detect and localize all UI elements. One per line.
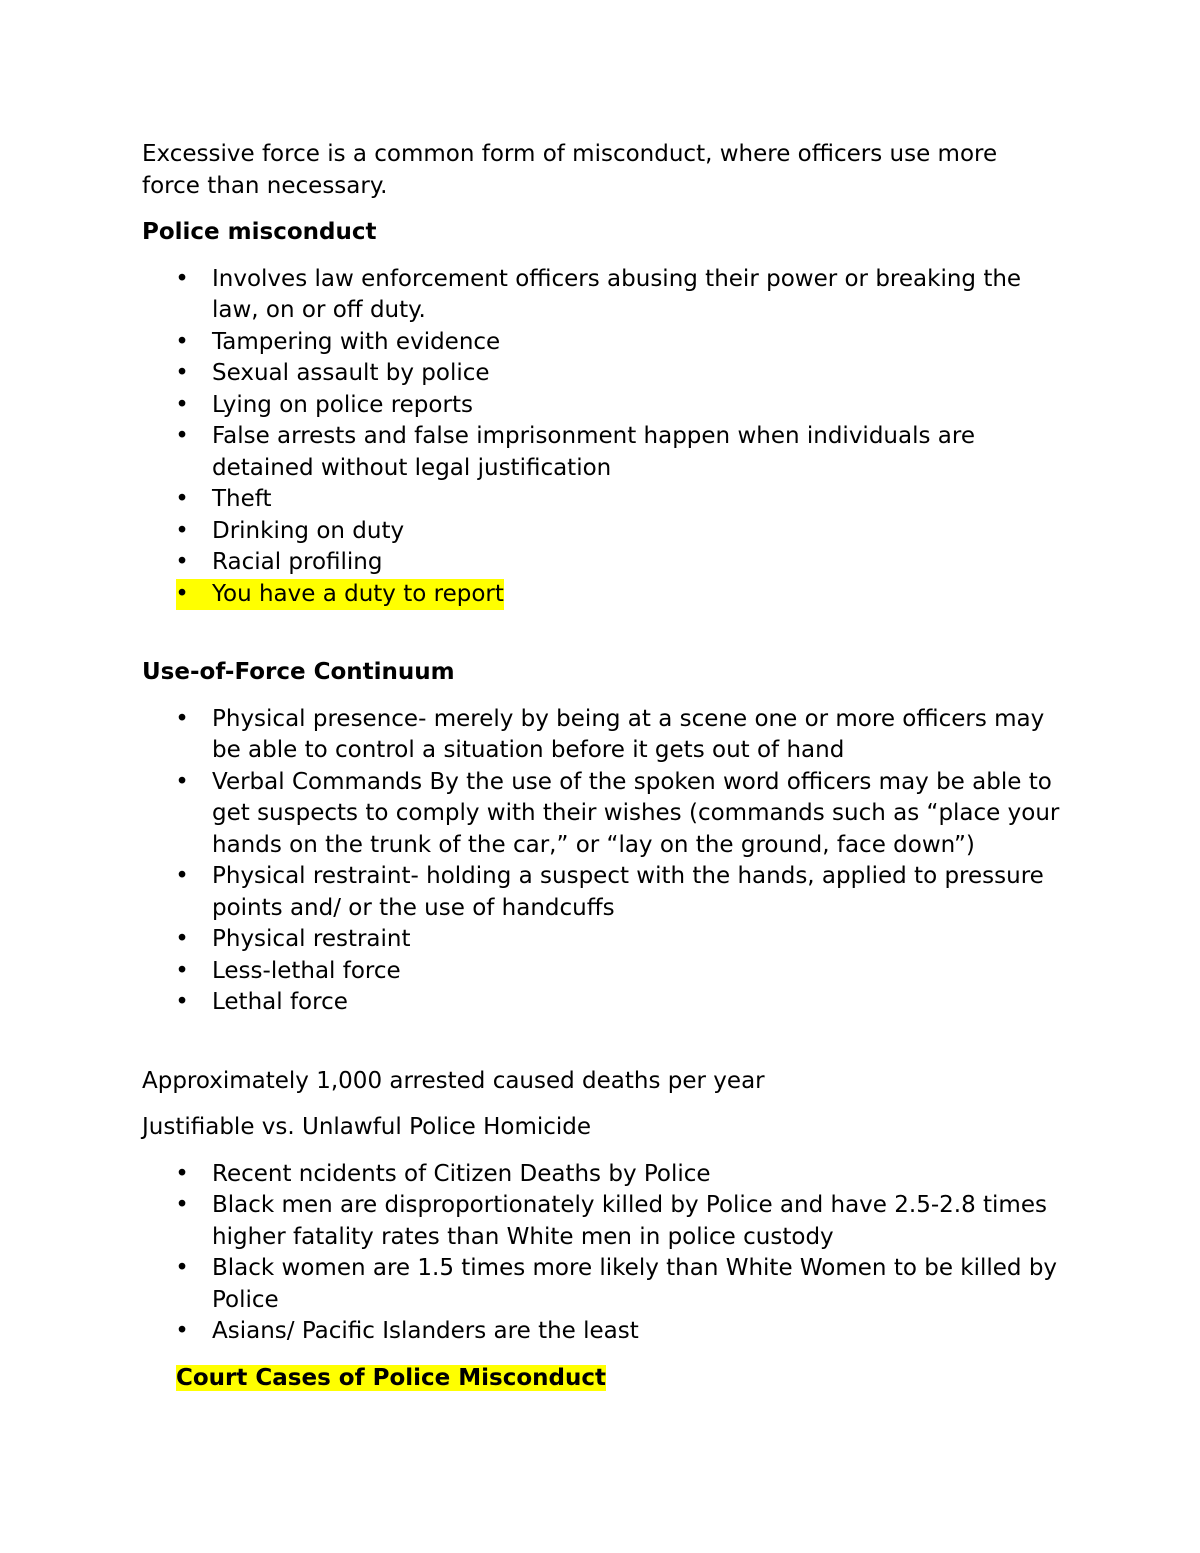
continuum-list	[142, 704, 1062, 1019]
bullet-icon: •	[175, 580, 189, 607]
bullet-icon: •	[175, 863, 189, 889]
bullet-icon: •	[175, 360, 189, 386]
spacer	[142, 610, 1062, 657]
misconduct-list	[142, 264, 1062, 611]
homicide-list	[142, 1159, 1062, 1348]
list-item: • Asians/ Pacific Islanders are the least	[142, 1316, 1062, 1348]
list-item: • Physical presence- merely by being at a scene one or more officers may be able to control a situation before it gets out of hand	[175, 705, 1045, 763]
bullet-icon: •	[175, 328, 189, 355]
list-item: • Involves law enforcement officers abusing their power or breaking the law, on or off duty.	[175, 265, 1022, 323]
list-item: • Less-lethal force	[142, 956, 1062, 988]
bullet-icon: •	[175, 486, 189, 512]
list-item: • Black men are disproportionately killed by Police and have 2.5-2.8 times higher fatality rates than White men in police custody	[175, 1192, 1047, 1250]
list-item: • Theft	[142, 484, 1062, 516]
list-item: • Tampering with evidence	[142, 327, 1062, 359]
bullet-icon: •	[175, 957, 189, 984]
continuum-heading: Use-of-Force Continuum	[142, 659, 455, 685]
list-item: • Black women are 1.5 times more likely than White Women to be killed by Police	[175, 1255, 1058, 1313]
bullet-icon: •	[175, 517, 189, 544]
bullet-icon: •	[175, 391, 189, 418]
bullet-icon: •	[175, 1255, 189, 1281]
bullet-icon: •	[175, 768, 189, 795]
court-cases-highlight: Court Cases of Police Misconduct	[176, 1364, 607, 1391]
bullet-icon: •	[175, 1318, 189, 1344]
list-item: • Recent ncidents of Citizen Deaths by Police	[142, 1159, 1062, 1191]
document-page	[142, 139, 1062, 1394]
deaths-statistic: Approximately 1,000 arrested caused deaths per year	[142, 1067, 765, 1094]
list-item: • False arrests and false imprisonment happen when individuals are detained without legal justification	[175, 423, 975, 481]
homicide-heading: Justifiable vs. Unlawful Police Homicide	[142, 1114, 592, 1140]
bullet-icon: •	[175, 423, 189, 449]
highlighted-list-item	[142, 579, 1062, 611]
list-item: • Physical restraint	[142, 924, 1062, 956]
list-item: • Racial profiling	[142, 547, 1062, 579]
intro-paragraph: Excessive force is a common form of misconduct, where officers use more force than necessary.	[142, 141, 998, 199]
bullet-icon: •	[175, 1192, 189, 1218]
list-item: • Lying on police reports	[142, 390, 1062, 422]
bullet-icon: •	[175, 265, 189, 292]
list-item: • Physical restraint- holding a suspect with the hands, applied to pressure points and/ or the use of handcuffs	[175, 863, 1044, 921]
bullet-icon: •	[175, 926, 189, 952]
bullet-icon: •	[175, 1160, 189, 1187]
list-item: • Sexual assault by police	[142, 358, 1062, 390]
bullet-icon: •	[175, 705, 189, 732]
duty-to-report-highlight: You have a duty to report	[176, 579, 504, 611]
list-item: • Lethal force	[142, 987, 1062, 1019]
spacer	[142, 1019, 1062, 1066]
bullet-icon: •	[175, 549, 189, 575]
court-cases-heading	[142, 1363, 1062, 1395]
list-item: • Verbal Commands By the use of the spoken word officers may be able to get suspects to comply with their wishes (commands such as “place your hands on the trunk of the car,” or “lay on the ground, face down”)	[175, 768, 1060, 858]
bullet-icon: •	[175, 989, 189, 1015]
list-item: • Drinking on duty	[142, 516, 1062, 548]
misconduct-heading: Police misconduct	[142, 219, 377, 245]
